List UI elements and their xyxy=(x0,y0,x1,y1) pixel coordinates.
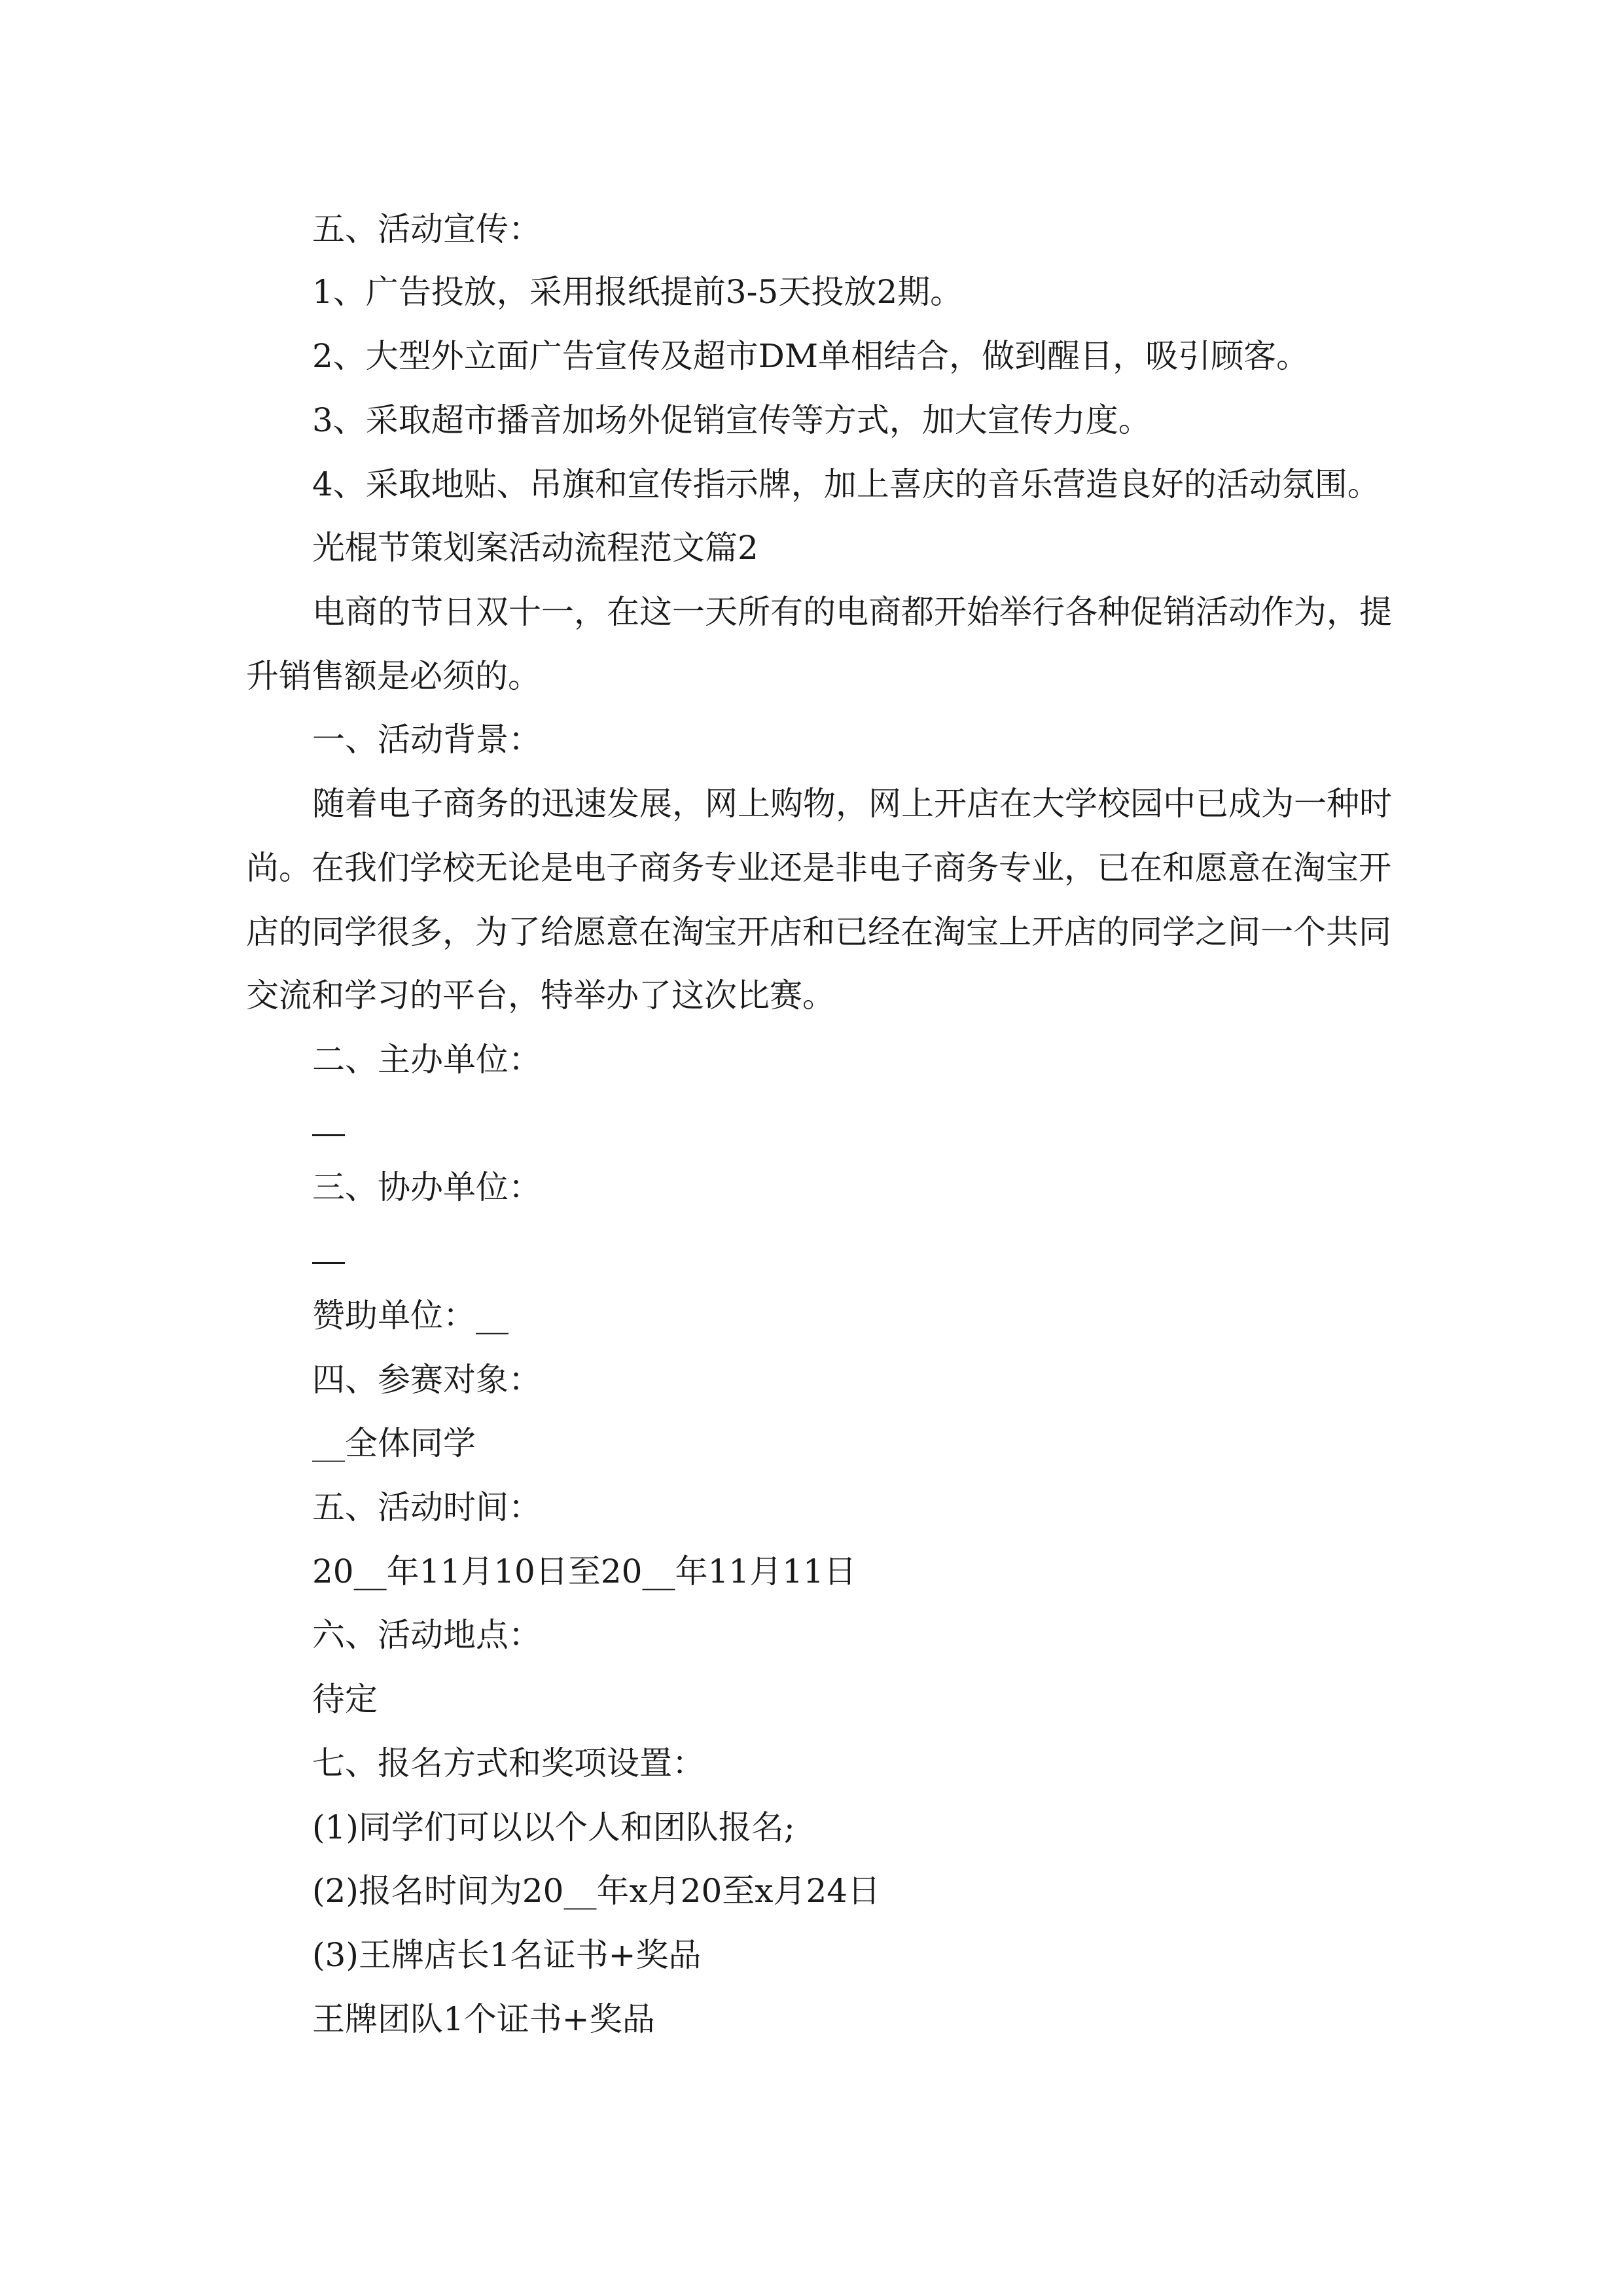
section-heading-publicity: 五、活动宣传： xyxy=(312,210,541,248)
section-heading-participants: 四、参赛对象： xyxy=(312,1361,541,1399)
section-heading-time: 五、活动时间： xyxy=(312,1488,541,1526)
paragraph-line: 随着电子商务的迅速发展，网上购物，网上开店在大学校园中已成为一种时 xyxy=(312,785,1392,823)
paragraph-line: 待定 xyxy=(312,1680,378,1718)
paragraph-line: 3、采取超市播音加场外促销宣传等方式，加大宣传力度。 xyxy=(312,401,1151,439)
paragraph-line: 交流和学习的平台，特举办了这次比赛。 xyxy=(246,977,835,1014)
paragraph-line: 2、大型外立面广告宣传及超市DM单相结合，做到醒目，吸引顾客。 xyxy=(312,337,1310,375)
paragraph-line: 1、广告投放，采用报纸提前3-5天投放2期。 xyxy=(312,273,963,311)
section-heading-organizer: 二、主办单位： xyxy=(312,1041,541,1079)
section-heading-location: 六、活动地点： xyxy=(312,1616,541,1654)
list-item: 王牌团队1个证书+奖品 xyxy=(312,2000,655,2038)
blank-placeholder-line xyxy=(312,1262,345,1264)
paragraph-line: 升销售额是必须的。 xyxy=(246,657,541,695)
list-item: (3)王牌店长1名证书+奖品 xyxy=(312,1936,702,1974)
paragraph-line: 尚。在我们学校无论是电子商务专业还是非电子商务专业，已在和愿意在淘宝开 xyxy=(246,849,1391,887)
section-heading-registration: 七、报名方式和奖项设置： xyxy=(312,1744,705,1782)
paragraph-line: 20__年11月10日至20__年11月11日 xyxy=(312,1552,857,1590)
paragraph-line: 4、采取地贴、吊旗和宣传指示牌，加上喜庆的音乐营造良好的活动氛围。 xyxy=(312,465,1380,503)
paragraph-line: 店的同学很多，为了给愿意在淘宝开店和已经在淘宝上开店的同学之间一个共同 xyxy=(246,913,1391,951)
list-item: (2)报名时间为20__年x月20至x月24日 xyxy=(312,1872,881,1910)
paragraph-line: __全体同学 xyxy=(312,1424,476,1462)
section-heading-background: 一、活动背景： xyxy=(312,721,541,759)
list-item: (1)同学们可以以个人和团队报名; xyxy=(312,1808,795,1846)
blank-placeholder-line xyxy=(312,1134,345,1136)
section-heading-co-organizer: 三、协办单位： xyxy=(312,1168,541,1206)
paragraph-line: 赞助单位：__ xyxy=(312,1297,508,1335)
paragraph-line: 电商的节日双十一，在这一天所有的电商都开始举行各种促销活动作为，提 xyxy=(312,593,1392,631)
article-title: 光棍节策划案活动流程范文篇2 xyxy=(312,529,758,567)
